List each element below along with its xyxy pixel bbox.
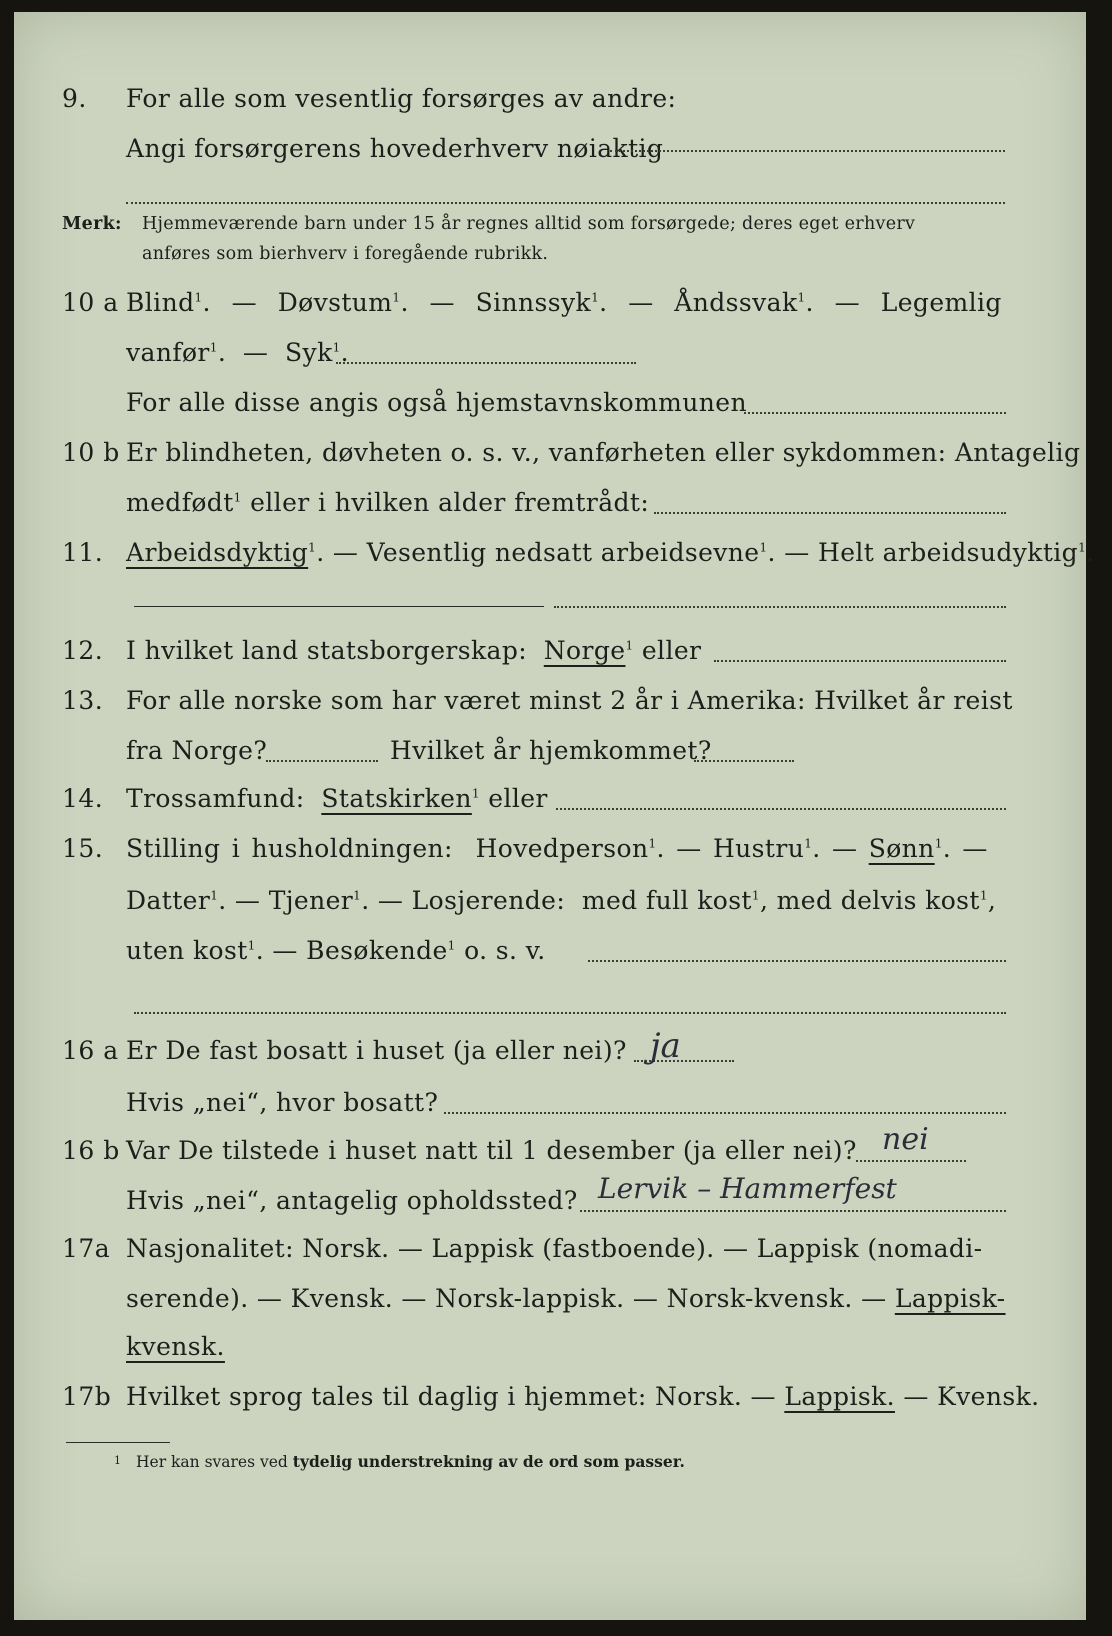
option-lappisk-sprog: Lappisk. (784, 1382, 895, 1411)
q10b-line1: Er blindheten, døvheten o. s. v., vanførheten eller sykdommen: Antagelig (126, 438, 1081, 467)
q13-reist-field[interactable] (266, 760, 378, 762)
option-lappisk-kvensk-cont: kvensk. (126, 1332, 225, 1361)
q13-hjem-field[interactable] (694, 760, 794, 762)
q10a-line2: vanfør$^1$. — Syk$^1$. (126, 338, 350, 367)
q11-answer-field[interactable] (554, 606, 1006, 608)
q17b-line: Hvilket sprog tales til daglig i hjemmet: Norsk. — Lappisk. — Kvensk. (126, 1382, 1040, 1411)
q10a-number: 10 a (62, 288, 119, 317)
q10a-line3: For alle disse angis også hjemstavnskommunen (126, 388, 747, 417)
q10a-line1: Blind$^1$. — Døvstum$^1$. — Sinnssyk$^1$. — Åndssvak$^1$. — Legemlig (126, 288, 1002, 317)
option-besokende: Besøkende (306, 936, 448, 965)
option-statskirken: Statskirken (321, 784, 472, 813)
merk-line1: Hjemmeværende barn under 15 år regnes alltid som forsørgede; deres eget erhverv (142, 214, 916, 234)
q16a-line1: Er De fast bosatt i huset (ja eller nei)? (126, 1036, 627, 1065)
q13-line2-fra: fra Norge? (126, 736, 268, 765)
q16a-number: 16 a (62, 1036, 119, 1065)
q9-line1: For alle som vesentlig forsørges av andre: (126, 84, 677, 113)
q14-number: 14. (62, 784, 104, 813)
q16b-line2: Hvis „nei“, antagelig opholdssted? (126, 1186, 578, 1215)
q16a-handwritten-answer: ja (650, 1026, 681, 1066)
q11-number: 11. (62, 538, 104, 567)
option-lappisk-kvensk: Lappisk- (894, 1284, 1006, 1313)
q9-number: 9. (62, 84, 87, 113)
q12-number: 12. (62, 636, 104, 665)
option-norge: Norge (543, 636, 626, 665)
q9-answer-field-2[interactable] (126, 202, 1005, 204)
q13-line1: For alle norske som har været minst 2 år i Amerika: Hvilket år reist (126, 686, 1013, 715)
option-nedsatt: Vesentlig nedsatt arbeidsevne (366, 538, 760, 567)
option-tjener: Tjener (268, 886, 354, 915)
q16b-opholdssted-field[interactable] (580, 1210, 1006, 1212)
q10b-number: 10 b (62, 438, 120, 467)
q14-answer-field[interactable] (556, 808, 1006, 810)
q17a-line2: serende). — Kvensk. — Norsk-lappisk. — Norsk-kvensk. — Lappisk- (126, 1284, 1006, 1313)
q13-number: 13. (62, 686, 104, 715)
option-blind: Blind (126, 288, 195, 317)
option-sinnssyk: Sinnssyk (475, 288, 592, 317)
option-hovedperson: Hovedperson (475, 834, 649, 863)
q12-line: I hvilket land statsborgerskap: Norge$^1$ eller (126, 636, 702, 665)
q10b-alder-field[interactable] (654, 512, 1006, 514)
q17a-line1: Nasjonalitet: Norsk. — Lappisk (fastboende). — Lappisk (nomadi- (126, 1234, 983, 1263)
q15-number: 15. (62, 834, 104, 863)
q16b-answer-field[interactable] (856, 1160, 966, 1162)
q12-answer-field[interactable] (714, 660, 1006, 662)
option-hustru: Hustru (712, 834, 805, 863)
q13-line2-hjem: Hvilket år hjemkommet? (390, 736, 712, 765)
option-vanfor: vanfør (126, 338, 210, 367)
footnote-text: Her kan svares ved tydelig understrekning av de ord som passer. (136, 1452, 685, 1471)
option-sonn: Sønn (868, 834, 935, 863)
q16b-line1: Var De tilstede i huset natt til 1 desember (ja eller nei)? (126, 1136, 857, 1165)
q17b-number: 17b (62, 1382, 112, 1411)
q11-line: Arbeidsdyktig$^1$. — Vesentlig nedsatt arbeidsevne$^1$. — Helt arbeidsudyktig$^1$. (126, 538, 1095, 567)
q10a-syk-field[interactable] (336, 362, 636, 364)
q15-line2: Datter$^1$. — Tjener$^1$. — Losjerende: med full kost$^1$, med delvis kost$^1$, (126, 886, 997, 915)
q16b-number: 16 b (62, 1136, 120, 1165)
q15-line1: Stilling i husholdningen: Hovedperson$^1$. — Hustru$^1$. — Sønn$^1$. — (126, 834, 988, 863)
q17a-number: 17a (62, 1234, 111, 1263)
option-legemlig: Legemlig (880, 288, 1002, 317)
option-andssvak: Åndssvak (674, 288, 798, 317)
q9-answer-field[interactable] (610, 150, 1005, 152)
merk-line2: anføres som bierhverv i foregående rubrikk. (142, 244, 549, 264)
q16a-bosatt-field[interactable] (444, 1112, 1006, 1114)
q14-line: Trossamfund: Statskirken$^1$ eller (126, 784, 548, 813)
option-full-kost: med full kost (581, 886, 752, 915)
q16b-handwritten-opholdssted: Lervik – Hammerfest (598, 1172, 897, 1205)
footnote-rule (66, 1442, 170, 1443)
q10a-hjemstavn-field[interactable] (744, 412, 1006, 414)
q15-answer-field-2[interactable] (134, 1012, 1006, 1014)
option-arbeidsdyktig: Arbeidsdyktig (126, 538, 309, 567)
q16a-line2: Hvis „nei“, hvor bosatt? (126, 1088, 439, 1117)
option-udyktig: Helt arbeidsudyktig (818, 538, 1079, 567)
option-uten-kost: uten kost (126, 936, 248, 965)
q16a-answer-field[interactable] (634, 1060, 734, 1062)
footnote-mark: 1 (114, 1454, 121, 1467)
q15-answer-field[interactable] (588, 960, 1006, 962)
merk-label: Merk: (62, 214, 122, 234)
option-dovstum: Døvstum (277, 288, 393, 317)
q15-line3: uten kost$^1$. — Besøkende$^1$ o. s. v. (126, 936, 546, 965)
option-syk: Syk (285, 338, 333, 367)
q17a-line3 (126, 1332, 225, 1361)
option-delvis-kost: med delvis kost (776, 886, 980, 915)
option-datter: Datter (126, 886, 211, 915)
q11-rule-1 (134, 606, 544, 607)
q16b-handwritten-answer: nei (882, 1122, 929, 1157)
q9-line2: Angi forsørgerens hovederhverv nøiaktig (126, 134, 664, 163)
option-medfodt: medfødt (126, 488, 234, 517)
census-form-page (14, 12, 1095, 1620)
q10b-line2: medfødt$^1$ eller i hvilken alder fremtrådt: (126, 488, 650, 517)
